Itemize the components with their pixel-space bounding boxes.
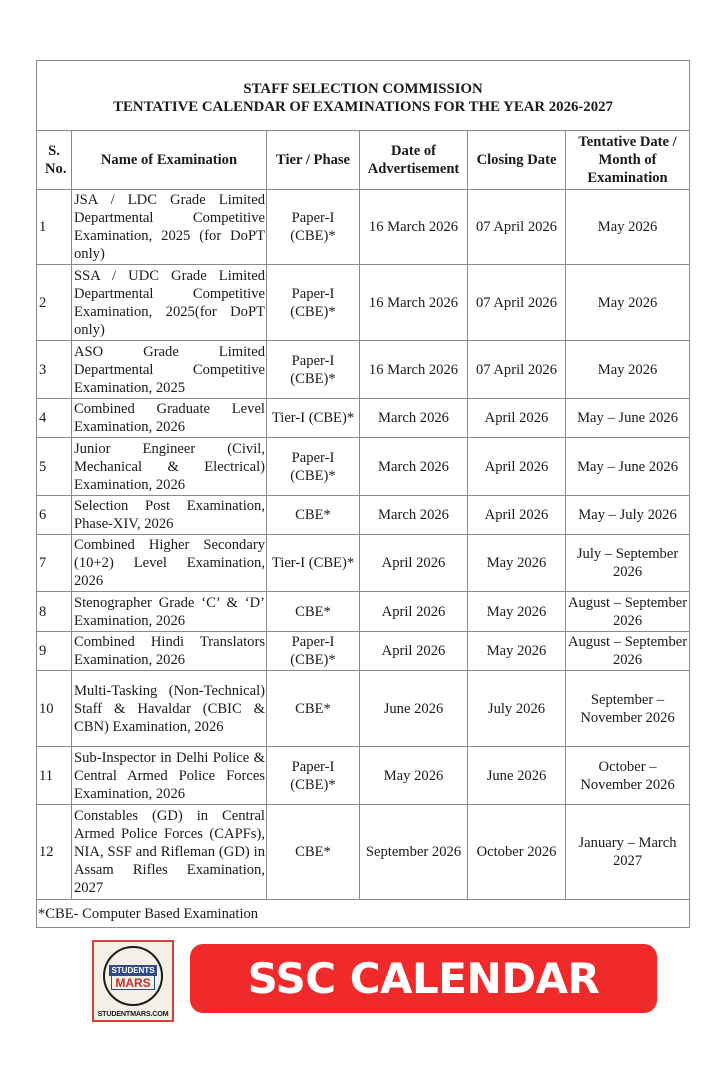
table-row <box>37 592 690 632</box>
advertisement-date-cell: March 2026 <box>360 399 468 438</box>
sno-cell: 4 <box>37 399 72 438</box>
tier-cell: CBE* <box>267 496 360 535</box>
advertisement-date-cell: 16 March 2026 <box>360 265 468 341</box>
closing-date-cell: October 2026 <box>468 805 566 900</box>
column-header-exam-month: Tentative Date / Month of Examination <box>566 131 690 190</box>
closing-date-cell: July 2026 <box>468 671 566 747</box>
advertisement-date-cell: April 2026 <box>360 535 468 592</box>
exam-name-cell: Combined Higher Secondary (10+2) Level Examination, 2026 <box>72 535 267 592</box>
exam-month-cell: July – September 2026 <box>566 535 690 592</box>
column-header-sno: S. No. <box>37 131 72 190</box>
sno-cell: 9 <box>37 632 72 671</box>
tier-cell: Paper-I (CBE)* <box>267 747 360 805</box>
table-row <box>37 496 690 535</box>
table-row <box>37 535 690 592</box>
advertisement-date-cell: March 2026 <box>360 438 468 496</box>
exam-name-cell: ASO Grade Limited Departmental Competitive Examination, 2025 <box>72 341 267 399</box>
closing-date-cell: April 2026 <box>468 399 566 438</box>
sno-cell: 1 <box>37 190 72 265</box>
header-row <box>37 131 690 190</box>
sno-cell: 2 <box>37 265 72 341</box>
document-title <box>37 61 690 131</box>
exam-name-cell: JSA / LDC Grade Limited Departmental Competitive Examination, 2025 (for DoPT only) <box>72 190 267 265</box>
exam-month-cell: May 2026 <box>566 265 690 341</box>
exam-month-cell: May 2026 <box>566 190 690 265</box>
exam-name-cell: Selection Post Examination, Phase-XIV, 2026 <box>72 496 267 535</box>
closing-date-cell: May 2026 <box>468 535 566 592</box>
table-row <box>37 399 690 438</box>
column-header-advertisement: Date of Advertisement <box>360 131 468 190</box>
exam-name-cell: Stenographer Grade ‘C’ & ‘D’ Examination, 2026 <box>72 592 267 632</box>
sno-cell: 10 <box>37 671 72 747</box>
exam-name-cell: Sub-Inspector in Delhi Police & Central Armed Police Forces Examination, 2026 <box>72 747 267 805</box>
column-header-closing: Closing Date <box>468 131 566 190</box>
exam-month-cell: January – March 2027 <box>566 805 690 900</box>
column-header-name: Name of Examination <box>72 131 267 190</box>
logo-badge-icon <box>103 946 163 1006</box>
exam-name-cell: Combined Graduate Level Examination, 2026 <box>72 399 267 438</box>
exam-name-cell: Combined Hindi Translators Examination, 2026 <box>72 632 267 671</box>
exam-month-cell: May – July 2026 <box>566 496 690 535</box>
tier-cell: Paper-I (CBE)* <box>267 190 360 265</box>
exam-month-cell: October – November 2026 <box>566 747 690 805</box>
exam-name-cell: SSA / UDC Grade Limited Departmental Competitive Examination, 2025(for DoPT only) <box>72 265 267 341</box>
exam-month-cell: May – June 2026 <box>566 399 690 438</box>
closing-date-cell: 07 April 2026 <box>468 265 566 341</box>
footnote-row <box>37 900 690 928</box>
closing-date-cell: June 2026 <box>468 747 566 805</box>
studentsmars-logo[interactable] <box>92 940 174 1022</box>
sno-cell: 6 <box>37 496 72 535</box>
exam-month-cell: September – November 2026 <box>566 671 690 747</box>
advertisement-date-cell: April 2026 <box>360 632 468 671</box>
tier-cell: CBE* <box>267 805 360 900</box>
table-row <box>37 190 690 265</box>
tier-cell: CBE* <box>267 671 360 747</box>
exam-month-cell: May 2026 <box>566 341 690 399</box>
title-line-1: STAFF SELECTION COMMISSION <box>243 80 483 97</box>
exam-name-cell: Junior Engineer (Civil, Mechanical & Electrical) Examination, 2026 <box>72 438 267 496</box>
closing-date-cell: May 2026 <box>468 632 566 671</box>
exam-calendar-table <box>36 60 690 928</box>
table-row <box>37 805 690 900</box>
closing-date-cell: 07 April 2026 <box>468 190 566 265</box>
tier-cell: Tier-I (CBE)* <box>267 399 360 438</box>
sno-cell: 11 <box>37 747 72 805</box>
logo-mars-text: MARS <box>111 976 155 990</box>
table-row <box>37 438 690 496</box>
exam-name-cell: Multi-Tasking (Non-Technical) Staff & Havaldar (CBIC & CBN) Examination, 2026 <box>72 671 267 747</box>
closing-date-cell: April 2026 <box>468 438 566 496</box>
tier-cell: Paper-I (CBE)* <box>267 438 360 496</box>
logo-url-text: STUDENTMARS.COM <box>97 1009 169 1018</box>
tier-cell: Tier-I (CBE)* <box>267 535 360 592</box>
exam-name-cell: Constables (GD) in Central Armed Police Forces (CAPFs), NIA, SSF and Rifleman (GD) in Assam Rifles Examination, 2027 <box>72 805 267 900</box>
sno-cell: 3 <box>37 341 72 399</box>
footnote: *CBE- Computer Based Examination <box>37 900 690 928</box>
table-row <box>37 341 690 399</box>
advertisement-date-cell: March 2026 <box>360 496 468 535</box>
exam-month-cell: August – September 2026 <box>566 632 690 671</box>
logo-students-text: STUDENTS <box>109 965 157 976</box>
ssc-calendar-banner: SSC CALENDAR 2026 <box>190 944 657 1013</box>
sno-cell: 5 <box>37 438 72 496</box>
exam-calendar-document <box>36 60 688 928</box>
advertisement-date-cell: September 2026 <box>360 805 468 900</box>
sno-cell: 12 <box>37 805 72 900</box>
advertisement-date-cell: 16 March 2026 <box>360 190 468 265</box>
tier-cell: Paper-I (CBE)* <box>267 632 360 671</box>
column-header-tier: Tier / Phase <box>267 131 360 190</box>
sno-cell: 8 <box>37 592 72 632</box>
tier-cell: Paper-I (CBE)* <box>267 265 360 341</box>
advertisement-date-cell: 16 March 2026 <box>360 341 468 399</box>
closing-date-cell: April 2026 <box>468 496 566 535</box>
sno-cell: 7 <box>37 535 72 592</box>
table-row <box>37 747 690 805</box>
closing-date-cell: May 2026 <box>468 592 566 632</box>
advertisement-date-cell: June 2026 <box>360 671 468 747</box>
exam-month-cell: August – September 2026 <box>566 592 690 632</box>
advertisement-date-cell: April 2026 <box>360 592 468 632</box>
closing-date-cell: 07 April 2026 <box>468 341 566 399</box>
table-row <box>37 265 690 341</box>
tier-cell: CBE* <box>267 592 360 632</box>
title-line-2: TENTATIVE CALENDAR OF EXAMINATIONS FOR THE YEAR 2026-2027 <box>113 98 613 115</box>
exam-month-cell: May – June 2026 <box>566 438 690 496</box>
advertisement-date-cell: May 2026 <box>360 747 468 805</box>
table-row <box>37 632 690 671</box>
table-row <box>37 671 690 747</box>
tier-cell: Paper-I (CBE)* <box>267 341 360 399</box>
